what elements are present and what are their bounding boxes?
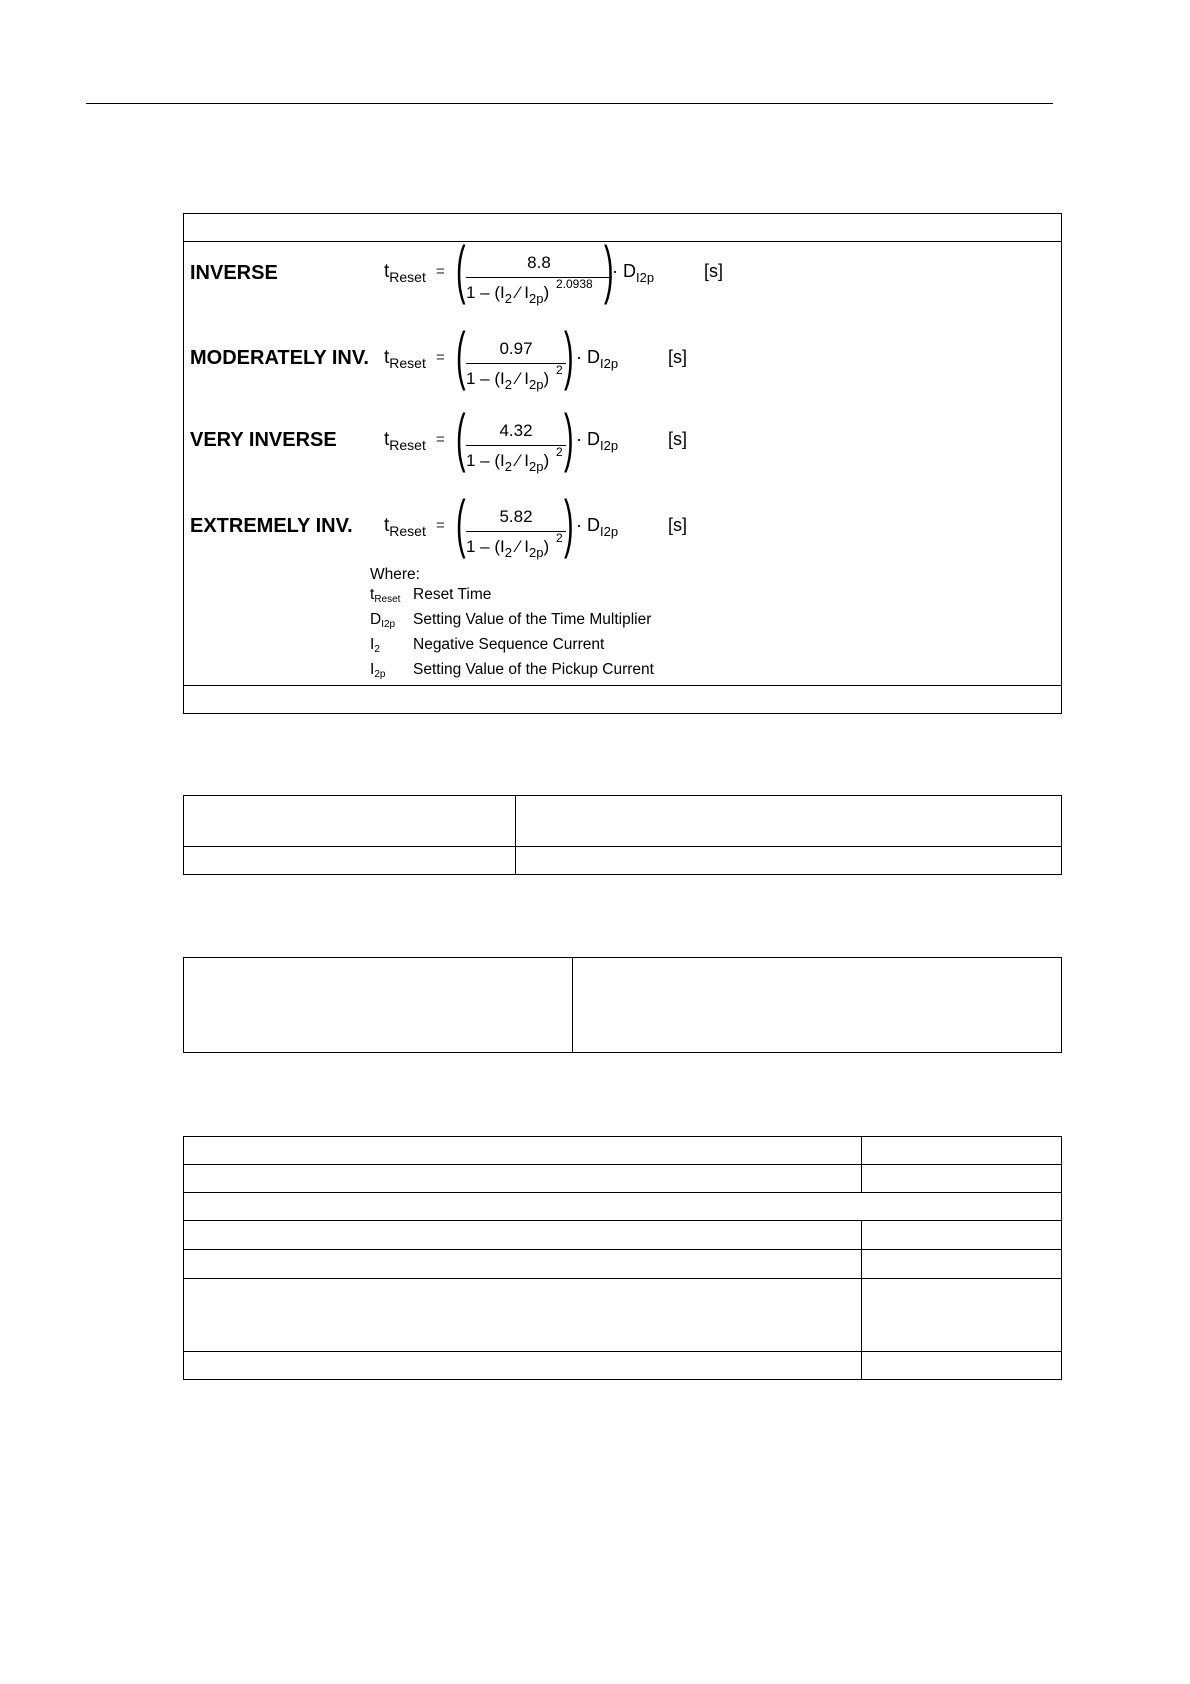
denominator: $1 - (I_2$ ⁄ $I_{2p}$) [466, 283, 550, 306]
curve-name-extremely-inverse: EXTREMELY INV. [190, 515, 353, 537]
right-paren: ) [564, 401, 574, 473]
unit: [s] [668, 429, 688, 449]
table-4-row-divider [183, 1351, 1062, 1352]
multiplier: · $D_{I2p}$ [576, 429, 619, 453]
exponent: 2.0938 [556, 277, 593, 291]
table-4-column-divider [861, 1220, 862, 1380]
exponent: 2 [556, 445, 563, 459]
curve-name-moderately-inverse: MODERATELY INV. [190, 347, 369, 369]
denominator: $1 - (I_2$ ⁄ $I_{2p}$) [466, 369, 550, 392]
legend-item: $t_{Reset}$ Reset Time [370, 586, 492, 605]
curve-name-very-inverse: VERY INVERSE [190, 429, 337, 451]
numerator: 8.8 [527, 253, 551, 272]
numerator: 0.97 [499, 339, 533, 358]
exponent: 2 [556, 531, 563, 545]
unit: [s] [668, 347, 688, 367]
equals-sign: = [436, 263, 445, 280]
unit: [s] [668, 515, 688, 535]
numerator: 4.32 [499, 421, 533, 440]
formula-lhs: $t_{Reset}$ [384, 515, 426, 539]
fraction-bar [466, 445, 566, 446]
left-paren: ( [456, 319, 466, 391]
page-header-rule [86, 103, 1053, 104]
formula-inverse [384, 233, 754, 306]
equals-sign: = [436, 349, 445, 366]
table-4-row-divider [183, 1220, 1062, 1221]
empty-table-3 [183, 957, 1062, 1053]
table-4-column-divider [861, 1136, 862, 1192]
fraction-bar [466, 363, 566, 364]
exponent: 2 [556, 363, 563, 377]
empty-table-4 [183, 1136, 1062, 1380]
table-4-row-divider [183, 1164, 1062, 1165]
right-paren: ) [564, 487, 574, 559]
equals-sign: = [436, 431, 445, 448]
legend-item: $D_{I2p}$ Setting Value of the Time Multiplier [370, 611, 652, 630]
formula-extremely-inverse [384, 487, 724, 560]
table-4-row-divider [183, 1192, 1062, 1193]
formula-table-footer-divider [183, 685, 1062, 686]
legend-heading: Where: [370, 566, 420, 583]
unit: [s] [704, 261, 724, 281]
legend-item: $I_{2p}$ Setting Value of the Pickup Current [370, 661, 654, 680]
table-3-column-divider [572, 957, 573, 1053]
formula-lhs: $t_{Reset}$ [384, 261, 426, 285]
fraction-bar [466, 531, 566, 532]
formula-moderately-inverse [384, 319, 724, 392]
left-paren: ( [456, 401, 466, 473]
curve-name-inverse: INVERSE [190, 262, 278, 284]
empty-table-2 [183, 795, 1062, 875]
right-paren: ) [564, 319, 574, 391]
right-paren: ) [604, 233, 614, 305]
formula-very-inverse [384, 401, 724, 474]
formula-table-header-divider [183, 241, 1062, 242]
legend-item: $I_2$ Negative Sequence Current [370, 636, 605, 655]
left-paren: ( [456, 233, 466, 305]
table-2-row-divider [183, 846, 1062, 847]
denominator: $1 - (I_2$ ⁄ $I_{2p}$) [466, 537, 550, 560]
multiplier: · $D_{I2p}$ [576, 515, 619, 539]
denominator: $1 - (I_2$ ⁄ $I_{2p}$) [466, 451, 550, 474]
formula-lhs: $t_{Reset}$ [384, 429, 426, 453]
equals-sign: = [436, 517, 445, 534]
table-4-row-divider [183, 1249, 1062, 1250]
table-4-row-divider [183, 1278, 1062, 1279]
multiplier: · $D_{I2p}$ [576, 347, 619, 371]
table-2-column-divider [515, 795, 516, 875]
multiplier: · $D_{I2p}$ [612, 261, 655, 285]
formula-lhs: $t_{Reset}$ [384, 347, 426, 371]
legend [370, 565, 654, 685]
left-paren: ( [456, 487, 466, 559]
numerator: 5.82 [499, 507, 533, 526]
